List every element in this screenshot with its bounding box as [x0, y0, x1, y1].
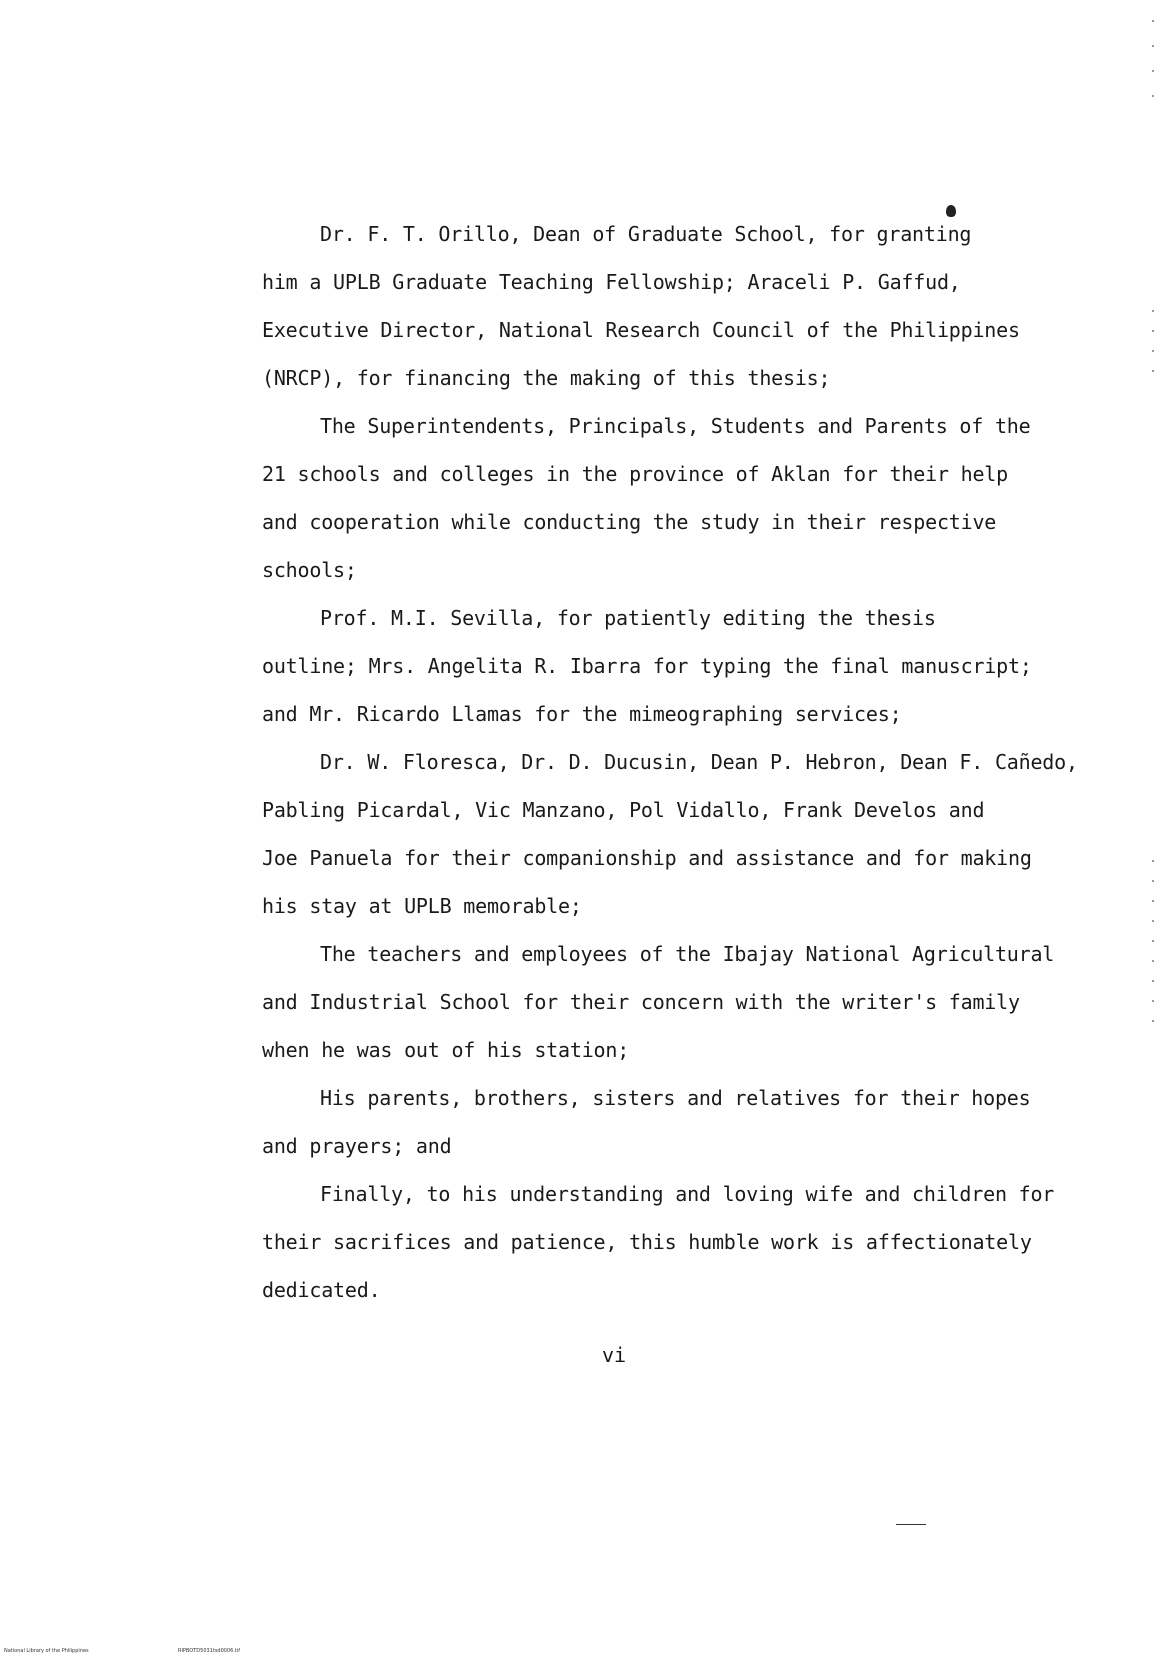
footer-file-id: RIPBOTD5031tsd0006.tif [178, 1648, 241, 1654]
text-line: and Mr. Ricardo Llamas for the mimeographing services; [262, 702, 902, 726]
text-line: Joe Panuela for their companionship and assistance and for making [262, 846, 1032, 870]
scan-speck [1152, 70, 1154, 72]
text-line: Prof. M.I. Sevilla, for patiently editing the thesis [320, 606, 936, 630]
scan-speck [1152, 920, 1154, 922]
text-line: him a UPLB Graduate Teaching Fellowship; Araceli P. Gaffud, [262, 270, 961, 294]
scan-speck [1152, 330, 1154, 332]
scan-speck [1152, 370, 1154, 372]
text-line: and Industrial School for their concern with the writer's family [262, 990, 1020, 1014]
text-line: and prayers; and [262, 1134, 452, 1158]
scan-speck [1152, 20, 1154, 22]
acknowledgment-text [262, 210, 1078, 1314]
scan-speck [1152, 45, 1154, 47]
text-line: dedicated. [262, 1278, 381, 1302]
text-line: outline; Mrs. Angelita R. Ibarra for typing the final manuscript; [262, 654, 1032, 678]
footer-library-name: National Library of the Philippines [4, 1648, 89, 1654]
scan-speck [1152, 940, 1154, 942]
text-line: their sacrifices and patience, this humble work is affectionately [262, 1230, 1032, 1254]
text-line: his stay at UPLB memorable; [262, 894, 582, 918]
scan-speck [1152, 95, 1154, 97]
scan-edge-specks [1152, 0, 1158, 1658]
text-line: Executive Director, National Research Council of the Philippines [262, 318, 1020, 342]
text-line: The teachers and employees of the Ibajay National Agricultural [320, 942, 1055, 966]
text-line: His parents, brothers, sisters and relatives for their hopes [320, 1086, 1031, 1110]
scan-speck [1152, 1000, 1154, 1002]
scan-speck [1152, 960, 1154, 962]
text-line: and cooperation while conducting the study in their respective [262, 510, 997, 534]
text-line: Pabling Picardal, Vic Manzano, Pol Vidallo, Frank Develos and [262, 798, 985, 822]
scan-speck [1152, 310, 1154, 312]
scan-speck [1152, 350, 1154, 352]
scan-speck [1152, 880, 1154, 882]
scan-speck [1152, 1020, 1154, 1022]
page-number: vi [601, 1343, 627, 1367]
text-line: The Superintendents, Principals, Students and Parents of the [320, 414, 1031, 438]
text-line: when he was out of his station; [262, 1038, 630, 1062]
scan-artifact-dash [896, 1524, 926, 1525]
text-line: schools; [262, 558, 357, 582]
text-line: 21 schools and colleges in the province of Aklan for their help [262, 462, 1008, 486]
text-line: (NRCP), for financing the making of this thesis; [262, 366, 831, 390]
text-line: Dr. F. T. Orillo, Dean of Graduate School, for granting [320, 222, 972, 246]
scan-speck [1152, 860, 1154, 862]
text-line: Dr. W. Floresca, Dr. D. Ducusin, Dean P. Hebron, Dean F. Cañedo, [320, 750, 1078, 774]
scan-speck [1152, 980, 1154, 982]
text-line: Finally, to his understanding and loving wife and children for [320, 1182, 1055, 1206]
scan-speck [1152, 900, 1154, 902]
